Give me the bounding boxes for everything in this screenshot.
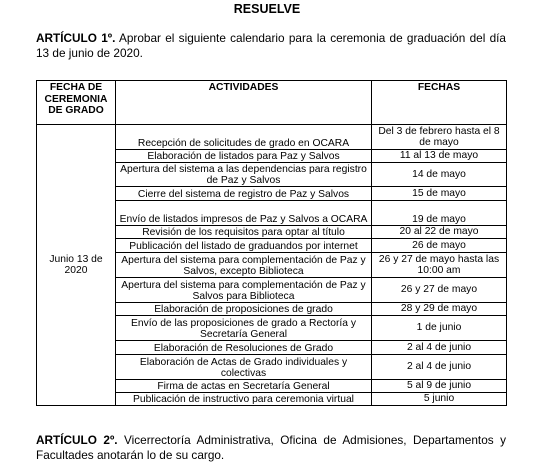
activity-cell: Publicación del listado de graduandos por internet [116, 239, 372, 253]
activity-cell: Elaboración de proposiciones de grado [116, 303, 372, 316]
activity-cell: Publicación de instructivo para ceremonia virtual [116, 393, 372, 406]
activity-cell: Elaboración de Resoluciones de Grado [116, 341, 372, 355]
date-cell: 15 de mayo [372, 187, 507, 201]
activity-cell: Elaboración de Actas de Grado individuales y colectivas [116, 355, 372, 380]
page-title: RESUELVE [233, 2, 301, 16]
date-cell: 2 al 4 de junio [372, 355, 507, 380]
date-cell: 2 al 4 de junio [372, 341, 507, 355]
date-cell: 28 y 29 de mayo [372, 303, 507, 316]
activity-cell: Apertura del sistema para complementación de Paz y Salvos para Biblioteca [116, 278, 372, 303]
date-cell: 1 de junio [372, 316, 507, 341]
date-cell: 5 junio [372, 393, 507, 406]
date-cell: 26 y 27 de mayo [372, 278, 507, 303]
activity-cell: Apertura del sistema para complementación de Paz y Salvos, excepto Biblioteca [116, 253, 372, 278]
header-activities: ACTIVIDADES [116, 81, 372, 125]
ceremony-date-cell: Junio 13 de 2020 [37, 125, 116, 406]
article-2 [36, 433, 506, 463]
article-1 [36, 31, 506, 61]
table-row [37, 125, 507, 150]
article-1-text: Aprobar el siguiente calendario para la ceremonia de graduación del día 13 de junio de 2020. [36, 31, 506, 60]
date-cell: 11 al 13 de mayo [372, 150, 507, 163]
activity-cell: Cierre del sistema de registro de Paz y Salvos [116, 187, 372, 201]
date-cell: 26 y 27 de mayo hasta las 10:00 am [372, 253, 507, 278]
activity-cell: Recepción de solicitudes de grado en OCARA [116, 125, 372, 150]
date-cell: 14 de mayo [372, 163, 507, 187]
activity-cell: Apertura del sistema a las dependencias para registro de Paz y Salvos [116, 163, 372, 187]
article-2-text: Vicerrectoría Administrativa, Oficina de Admisiones, Departamentos y Facultades anotarán lo de su cargo. [36, 433, 507, 462]
header-ceremony-date: FECHA DE CEREMONIA DE GRADO [37, 81, 116, 125]
date-cell: Del 3 de febrero hasta el 8 de mayo [372, 125, 507, 150]
date-cell: 5 al 9 de junio [372, 380, 507, 393]
article-2-lead: ARTÍCULO 2º. [36, 433, 118, 447]
activity-cell: Envío de listados impresos de Paz y Salvos a OCARA [116, 201, 372, 226]
activity-cell: Firma de actas en Secretaría General [116, 380, 372, 393]
activity-cell: Elaboración de listados para Paz y Salvos [116, 150, 372, 163]
activity-cell: Revisión de los requisitos para optar al título [116, 226, 372, 239]
date-cell: 26 de mayo [372, 239, 507, 253]
header-dates: FECHAS [372, 81, 507, 125]
article-1-lead: ARTÍCULO 1º. [36, 31, 116, 45]
schedule-table [36, 80, 507, 406]
date-cell: 20 al 22 de mayo [372, 226, 507, 239]
activity-cell: Envío de las proposiciones de grado a Rectoría y Secretaría General [116, 316, 372, 341]
table-header-row [37, 81, 507, 125]
date-cell: 19 de mayo [372, 201, 507, 226]
